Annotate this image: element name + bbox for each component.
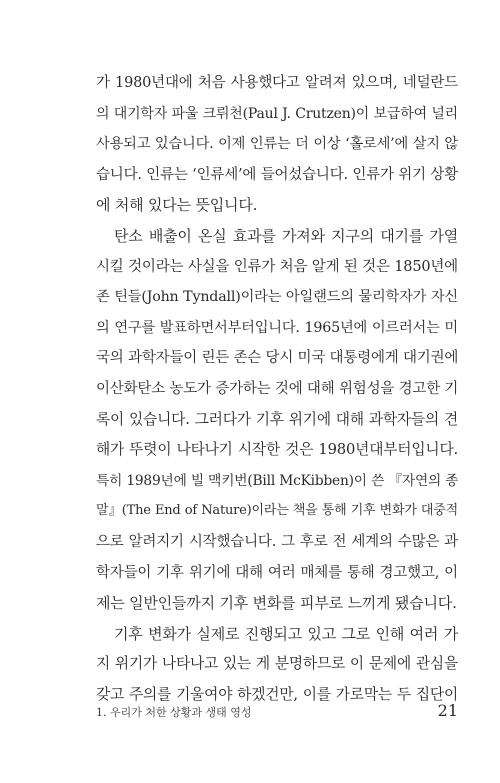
body-line: 기후 변화가 실제로 진행되고 있고 그로 인해 여러 가 [114, 624, 458, 643]
body-line: 으로 알려지기 시작했습니다. 그 후로 전 세계의 수많은 과 [96, 533, 458, 550]
body-line: 특히 1989년에 빌 맥키번(Bill McKibben)이 쓴 『자연의 종 [96, 472, 459, 489]
body-line: 존 틴들(John Tyndall)이라는 아일랜드의 물리학자가 자신 [96, 289, 458, 306]
body-line: 이산화탄소 농도가 증가하는 것에 대해 위험성을 경고한 기 [96, 380, 459, 397]
body-line: 국의 과학자들이 린든 존슨 당시 미국 대통령에게 대기권에 [96, 350, 459, 367]
running-footer-chapter-title: 1. 우리가 처한 상황과 생태 영성 [96, 706, 252, 719]
body-line: 사용되고 있습니다. 이제 인류는 더 이상 ‘홀로세’에 살지 않 [96, 136, 458, 153]
body-line: 해가 뚜렷이 나타나기 시작한 것은 1980년대부터입니다. [96, 441, 458, 459]
body-text [96, 68, 458, 710]
body-line: 에 처해 있다는 뜻입니다. [96, 196, 258, 215]
body-line: 학자들이 기후 위기에 대해 여러 매체를 통해 경고했고, 이 [96, 564, 458, 581]
body-line: 습니다. 인류는 ‘인류세’에 들어섰습니다. 인류가 위기 상황 [96, 166, 458, 183]
body-line: 갖고 주의를 기울여야 하겠건만, 이를 가로막는 두 집단이 [96, 685, 458, 703]
body-line: 제는 일반인들까지 기후 변화를 피부로 느끼게 됐습니다. [96, 594, 457, 613]
body-line: 말』(The End of Nature)이라는 책을 통해 기후 변화가 대중적 [96, 503, 458, 519]
page-number: 21 [437, 701, 458, 720]
body-line: 시킬 것이라는 사실을 인류가 처음 알게 된 것은 1850년에 [96, 258, 458, 275]
body-line: 의 대기학자 파울 크뤼천(Paul J. Crutzen)이 보급하여 널리 [96, 105, 458, 122]
body-line: 지 위기가 나타나고 있는 게 분명하므로 이 문제에 관심을 [96, 655, 458, 673]
body-line: 탄소 배출이 온실 효과를 가져와 지구의 대기를 가열 [114, 226, 458, 245]
body-line: 록이 있습니다. 그러다가 기후 위기에 대해 과학자들의 견 [96, 410, 458, 428]
body-line: 의 연구를 발표하면서부터입니다. 1965년에 이르러서는 미 [96, 319, 458, 336]
body-line: 가 1980년대에 처음 사용했다고 알려져 있으며, 네덜란드 [96, 75, 458, 91]
